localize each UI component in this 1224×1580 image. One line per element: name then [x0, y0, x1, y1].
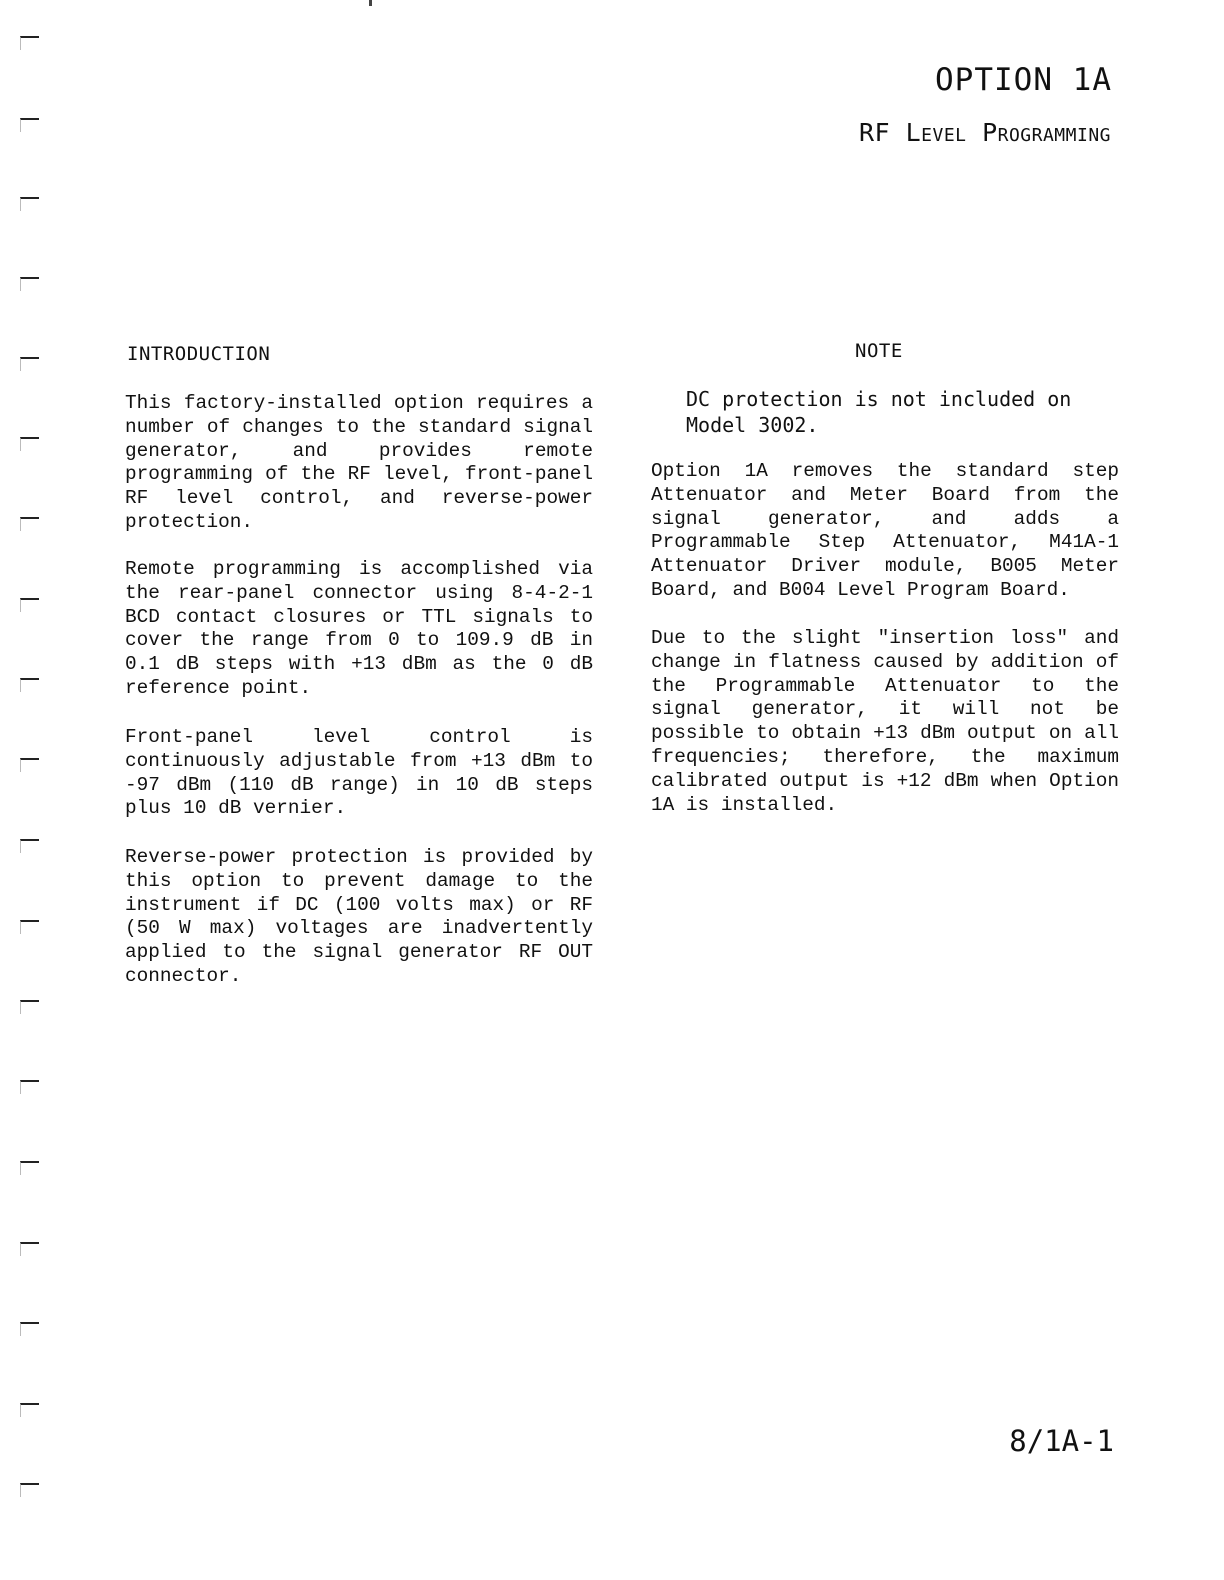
insertion-loss-paragraph: Due to the slight "insertion loss" and change in flatness caused by addition of the Programmable Attenuator to the signal generator, it will not be possible to obtain +13 dBm output on all frequencies; therefore, the maximum calibrated output is +12 dBm when Option 1A is installed.	[651, 627, 1119, 816]
binder-hole-marks	[14, 0, 44, 1580]
note-text: DC protection is not included on Model 3002.	[686, 387, 1072, 437]
remote-programming-paragraph: Remote programming is accomplished via the rear-panel connector using 8-4-2-1 BCD contact closures or TTL signals to cover the range from 0 to 109.9 dB in 0.1 dB steps with +13 dBm as the 0 dB reference point.	[125, 558, 593, 699]
scan-artifact-dot	[369, 0, 372, 6]
option-subtitle: RF Level Programming	[858, 118, 1111, 147]
binder-mark	[20, 1080, 39, 1094]
binder-mark	[20, 36, 39, 50]
intro-paragraph: This factory-installed option requires a number of changes to the standard signal generator, and provides remote programming of the RF level, front-panel RF level control, and reverse-power protection.	[125, 392, 593, 533]
binder-mark	[20, 678, 39, 692]
page-number: 8/1A-1	[1009, 1424, 1114, 1458]
binder-mark	[20, 1000, 39, 1014]
binder-mark	[20, 758, 39, 772]
front-panel-paragraph: Front-panel level control is continuously adjustable from +13 dBm to -97 dBm (110 dB range) in 10 dB steps plus 10 dB vernier.	[125, 726, 593, 820]
option-title: OPTION 1A	[935, 62, 1112, 98]
binder-mark	[20, 517, 39, 531]
binder-mark	[20, 1483, 39, 1497]
binder-mark	[20, 598, 39, 612]
binder-mark	[20, 1322, 39, 1336]
binder-mark	[20, 357, 39, 371]
binder-mark	[20, 197, 39, 211]
binder-mark	[20, 1242, 39, 1256]
note-heading: NOTE	[855, 340, 903, 362]
binder-mark	[20, 1161, 39, 1175]
binder-mark	[20, 437, 39, 451]
introduction-heading: INTRODUCTION	[127, 343, 271, 365]
binder-mark	[20, 277, 39, 291]
reverse-power-paragraph: Reverse-power protection is provided by this option to prevent damage to the instrument if DC (100 volts max) or RF (50 W max) voltages are inadvertently applied to the signal generator RF OUT connector.	[125, 846, 593, 987]
binder-mark	[20, 920, 39, 934]
binder-mark	[20, 1403, 39, 1417]
option-description-paragraph: Option 1A removes the standard step Attenuator and Meter Board from the signal generator, and adds a Programmable Step Attenuator, M41A-1 Attenuator Driver module, B005 Meter Board, and B004 Level Program Board.	[651, 460, 1119, 601]
binder-mark	[20, 839, 39, 853]
binder-mark	[20, 118, 39, 132]
